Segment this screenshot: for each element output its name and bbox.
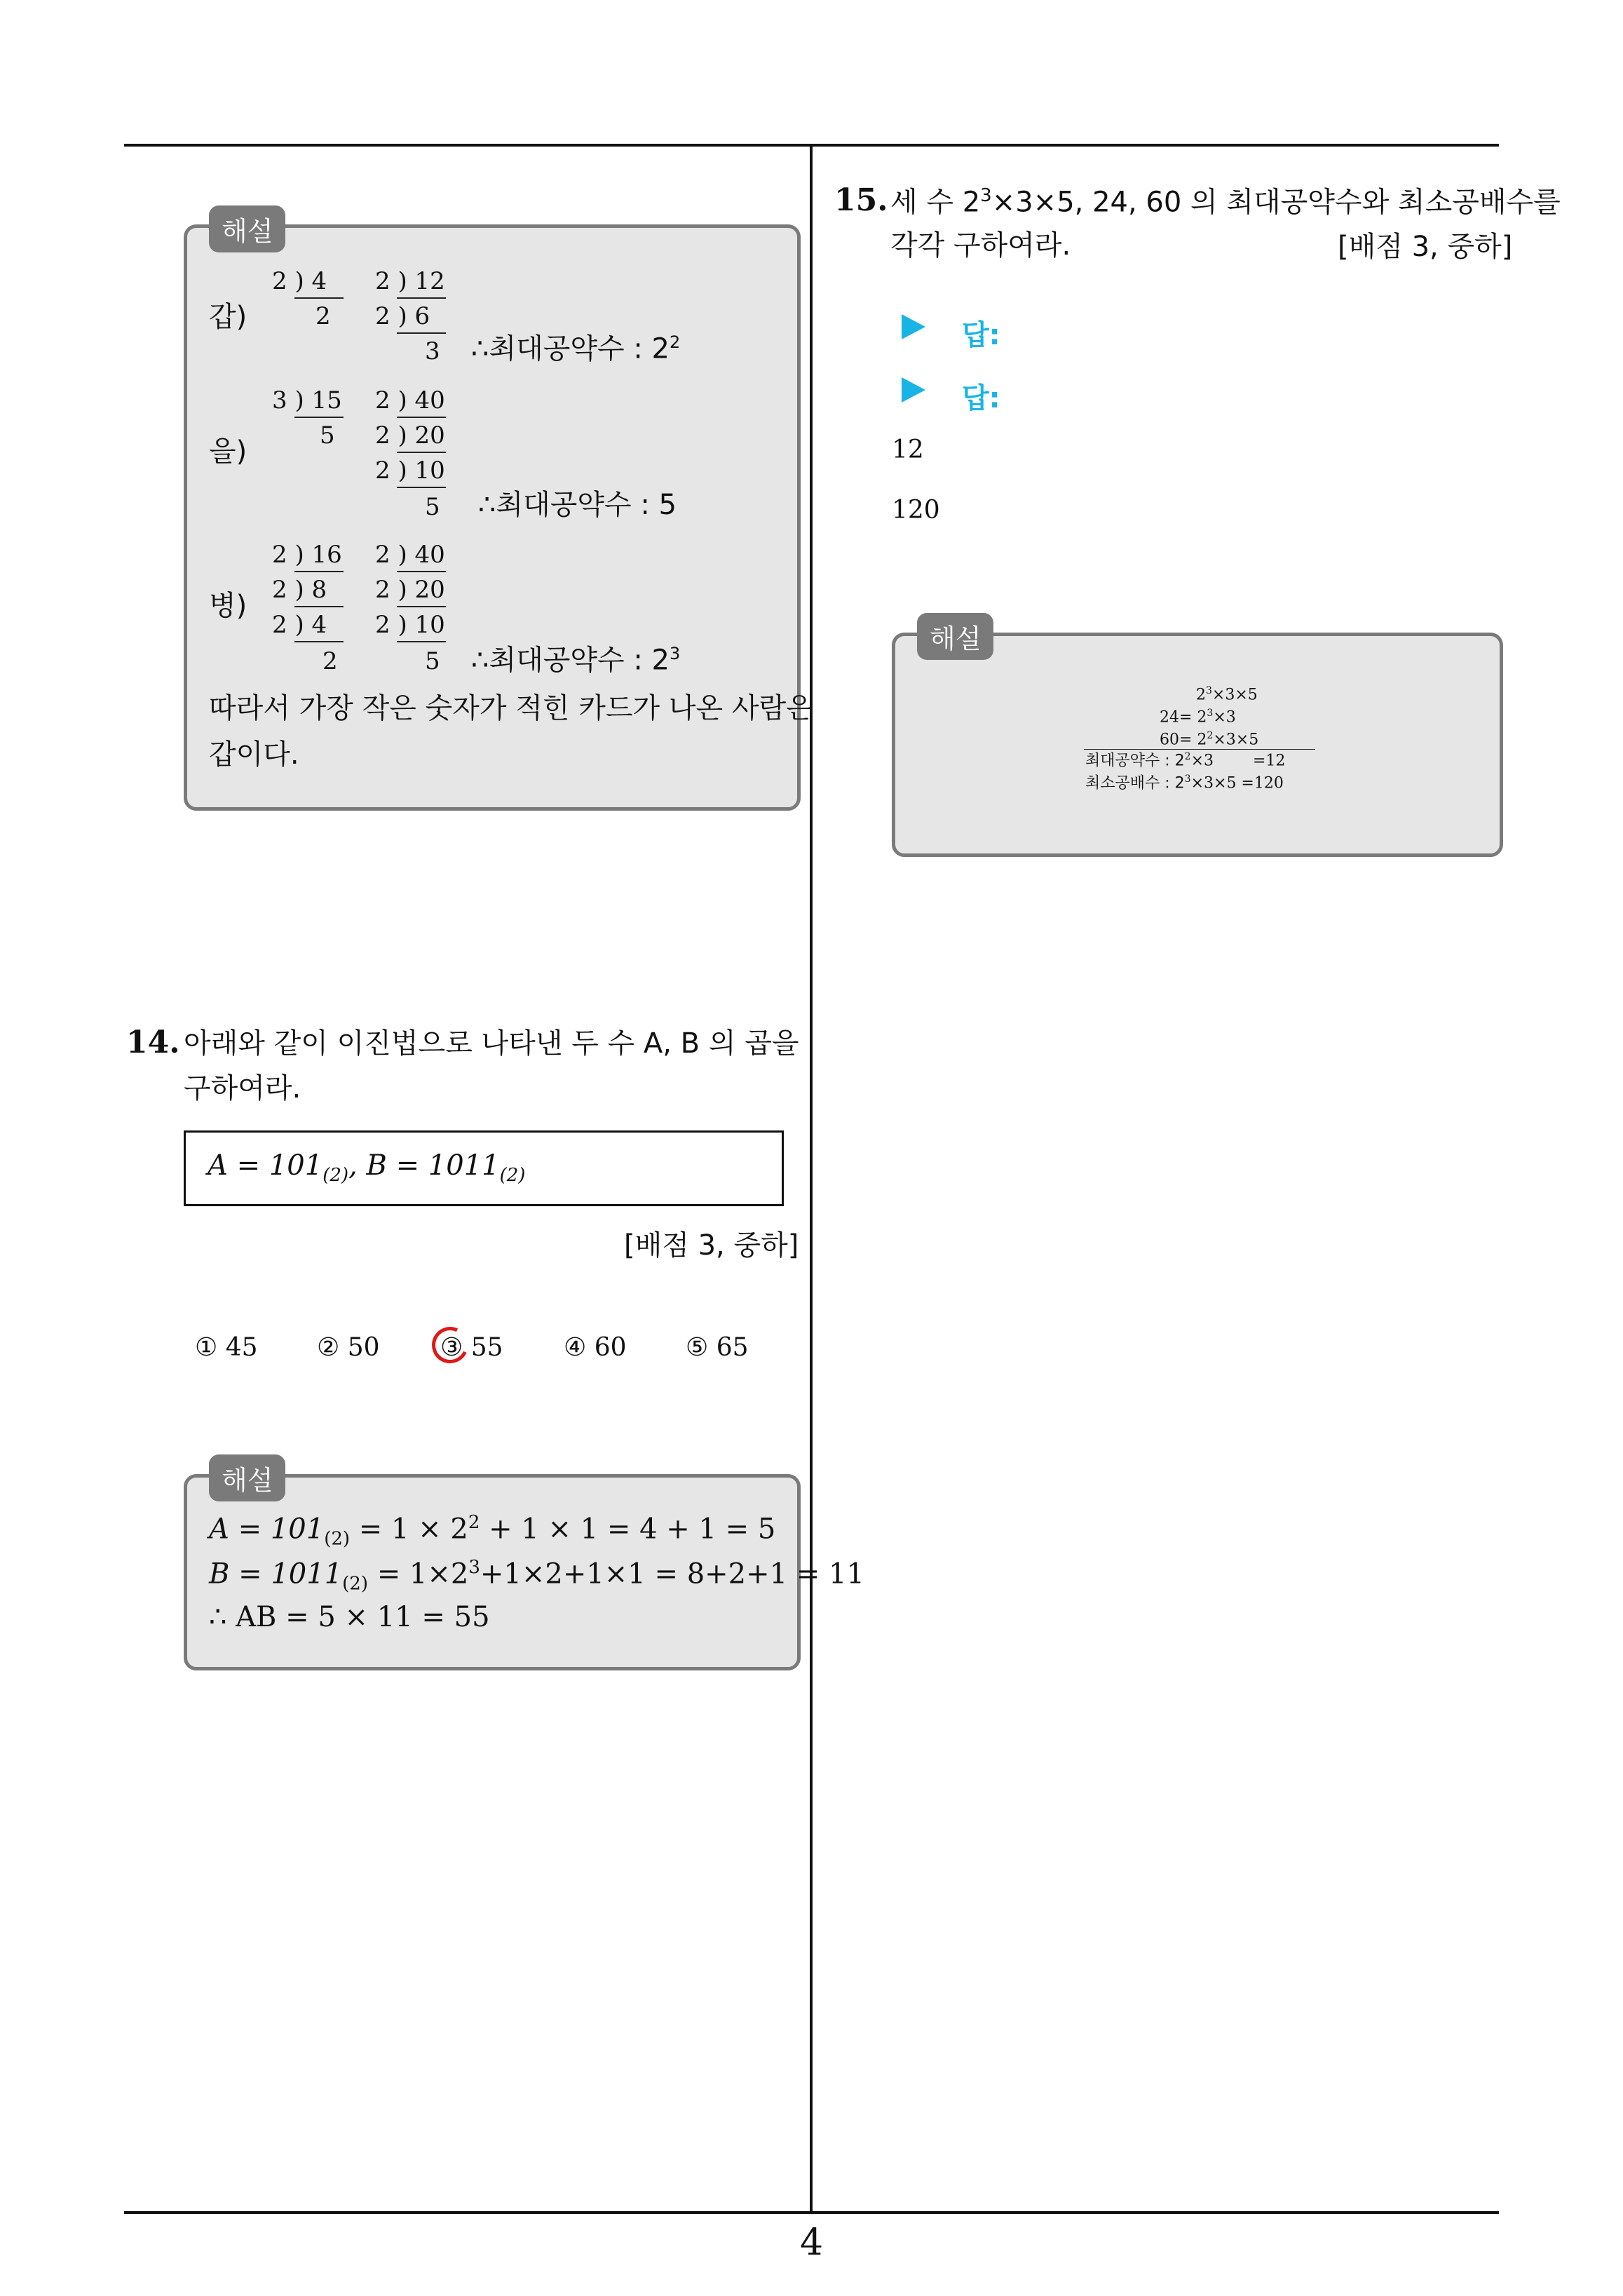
- column-divider: [810, 144, 813, 2213]
- q15-score: [배점 3, 중하]: [1338, 231, 1513, 263]
- gap-div-4: 2 ) 6: [375, 302, 430, 330]
- q14-solution-line2: $B = 1011_{(2)} = 1\times 2^3+1\times 2+1\times 1 = 8+2+1 = 11$: [209, 1557, 864, 1595]
- q15-text-line2: 각각 구하여라.: [890, 229, 1071, 262]
- bottom-rule: [124, 2211, 1499, 2214]
- q13-conclusion-line1: 따라서 가장 작은 숫자가 적힌 카드가 나온 사람은: [209, 692, 813, 724]
- q15-sol-line5: 최소공배수 : $2^3\times 3\times 5 =120$: [1085, 774, 1284, 792]
- gap-result: ∴최대공약수 : $2^2$: [471, 332, 681, 365]
- gap-div-1: 2 ) 4: [272, 267, 327, 295]
- byeong-div-3: 2 ) 4: [272, 611, 327, 639]
- answer-label-2: 답:: [962, 382, 1000, 414]
- gap-div-2: 2: [315, 302, 331, 330]
- byeong-div-5: 2 ) 40: [375, 541, 445, 569]
- q13-solution-tag: 해설: [209, 205, 285, 252]
- byeong-div-1: 2 ) 16: [272, 541, 342, 569]
- q14-choice-3[interactable]: ③ 55: [440, 1333, 503, 1362]
- q15-sol-line1: $2^3\times 3\times 5$: [1196, 685, 1258, 704]
- q15-number: 15.: [834, 182, 888, 218]
- q14-text-line2: 구하여라.: [184, 1072, 301, 1105]
- eul-div-6: 5: [425, 493, 440, 521]
- gap-div-3: 2 ) 12: [375, 267, 445, 295]
- answer-arrow-icon: [902, 377, 925, 403]
- q15-answer-1: 12: [892, 435, 924, 464]
- q14-solution-line1: $A = 101_{(2)} = 1 \times 2^2 + 1 \times 1 = 4 + 1 = 5$: [209, 1512, 776, 1550]
- q14-choice-4[interactable]: ④ 60: [564, 1333, 627, 1362]
- q14-number: 14.: [126, 1025, 180, 1060]
- answer-arrow-icon: [902, 314, 925, 339]
- eul-div-5: 2 ) 10: [375, 457, 445, 485]
- byeong-label: 병): [209, 590, 247, 622]
- q14-given-expression: $A = 101_{(2)}$, $B = 1011_{(2)}$: [208, 1149, 526, 1186]
- q15-text-line1: 세 수 $2^3\times 3\times 5$, 24, 60 의 최대공약수와 최소공배수를: [890, 185, 1561, 219]
- q15-sol-line2: $24= 2^3\times 3$: [1160, 708, 1236, 727]
- q14-text-line1: 아래와 같이 이진법으로 나타낸 두 수 A, B 의 곱을: [184, 1027, 799, 1060]
- byeong-div-2: 2 ) 8: [272, 576, 327, 604]
- q15-sol-rule: [1084, 749, 1315, 750]
- q14-solution-line3: ∴ AB = 5 × 11 = 55: [209, 1601, 490, 1633]
- q15-sol-line4: 최대공약수 : $2^2\times 3$ =12: [1085, 751, 1286, 770]
- page-number: 4: [799, 2222, 824, 2264]
- byeong-div-4: 2: [322, 647, 338, 675]
- q15-answer-2: 120: [892, 496, 940, 525]
- eul-result: ∴최대공약수 : 5: [478, 489, 677, 521]
- q14-choice-2[interactable]: ② 50: [317, 1333, 380, 1362]
- eul-div-1: 3 ) 15: [272, 386, 342, 414]
- byeong-div-6: 2 ) 20: [375, 576, 445, 604]
- q13-conclusion-line2: 갑이다.: [209, 738, 299, 771]
- eul-label: 을): [209, 435, 247, 468]
- answer-label-1: 답:: [962, 319, 1000, 351]
- q14-choice-5[interactable]: ⑤ 65: [686, 1333, 749, 1362]
- q14-solution-tag: 해설: [209, 1454, 285, 1501]
- q14-score: [배점 3, 중하]: [624, 1229, 799, 1262]
- eul-div-4: 2 ) 20: [375, 421, 445, 450]
- eul-div-3: 2 ) 40: [375, 386, 445, 414]
- byeong-div-8: 5: [425, 647, 440, 675]
- gap-label: 갑): [209, 301, 247, 333]
- q15-sol-line3: $60= 2^2\times 3\times 5$: [1160, 730, 1259, 749]
- byeong-result: ∴최대공약수 : $2^3$: [471, 644, 681, 677]
- byeong-div-7: 2 ) 10: [375, 611, 445, 639]
- eul-div-2: 5: [320, 421, 335, 450]
- gap-div-5: 3: [425, 337, 440, 365]
- q15-solution-tag: 해설: [917, 613, 993, 660]
- q14-choice-1[interactable]: ① 45: [195, 1333, 258, 1362]
